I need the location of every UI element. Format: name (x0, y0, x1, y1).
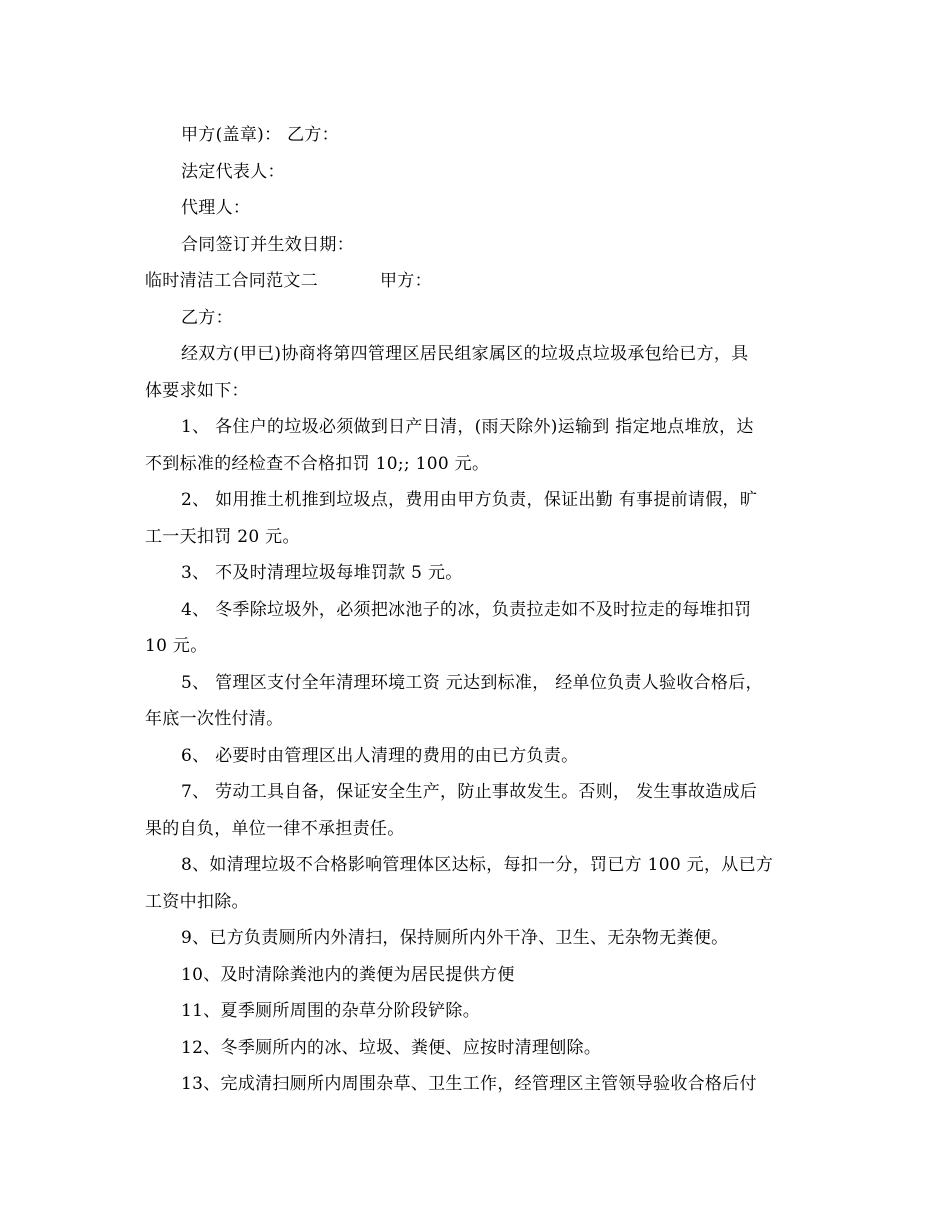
agent-line: 代理人： (181, 198, 251, 218)
party-b-line: 乙方： (181, 307, 233, 328)
clause-3-line: 3、 不及时清理垃圾每堆罚款 5 元。 (181, 563, 463, 583)
clause-4-line: 10 元。 (145, 636, 208, 656)
clause-12-line: 12、冬季厕所内的冰、垃圾、粪便、应按时清理刨除。 (181, 1037, 602, 1058)
clause-13-line: 13、完成清扫厕所内周围杂草、卫生工作，经管理区主管领导验收合格后付 (181, 1074, 757, 1094)
clause-5-line: 5、 管理区支付全年清理环境工资 元达到标准， 经单位负责人验收合格后， (181, 672, 763, 693)
clause-5-line: 年底一次性付清。 (145, 709, 284, 729)
document-body (145, 117, 810, 1103)
clause-8-line: 8、如清理垃圾不合格影响管理体区达标，每扣一分，罚已方 100 元，从已方 (181, 855, 774, 875)
clause-8-line: 工资中扣除。 (145, 891, 249, 912)
party-a-seal-line: 甲方(盖章)： 乙方： (181, 125, 339, 145)
clause-7-line: 7、 劳动工具自备，保证安全生产，防止事故发生。否则， 发生事故造成后 (181, 782, 758, 802)
clause-6-line: 6、 必要时由管理区出人清理的费用的由已方负责。 (181, 745, 579, 766)
clause-1-line: 1、 各住户的垃圾必须做到日产日清，(雨天除外)运输到 指定地点堆放，达 (181, 417, 754, 437)
paragraph-line: 体要求如下： (145, 380, 249, 401)
clause-2-line: 工一天扣罚 20 元。 (145, 526, 300, 547)
party-a-label: 甲方： (380, 271, 432, 291)
clause-4-line: 4、 冬季除垃圾外，必须把冰池子的冰，负责拉走如不及时拉走的每堆扣罚 (181, 599, 752, 620)
paragraph-line: 经双方(甲已)协商将第四管理区居民组家属区的垃圾点垃圾承包给已方，具 (181, 344, 749, 364)
clause-10-line: 10、及时清除粪池内的粪便为居民提供方便 (181, 964, 515, 985)
clause-7-line: 果的自负，单位一律不承担责任。 (145, 818, 405, 839)
clause-11-line: 11、夏季厕所周围的杂草分阶段铲除。 (181, 1001, 481, 1021)
legal-representative-line: 法定代表人： (181, 161, 285, 182)
clause-2-line: 2、 如用推土机推到垃圾点，费用由甲方负责，保证出勤 有事提前请假，旷 (181, 490, 758, 510)
section-title-line (145, 263, 810, 300)
section-title: 临时清洁工合同范文二 (145, 271, 318, 291)
signing-date-line: 合同签订并生效日期： (181, 234, 354, 255)
clause-1-line: 不到标准的经检查不合格扣罚 10;; 100 元。 (145, 453, 490, 474)
clause-9-line: 9、已方负责厕所内外清扫，保持厕所内外干净、卫生、无杂物无粪便。 (181, 928, 729, 948)
